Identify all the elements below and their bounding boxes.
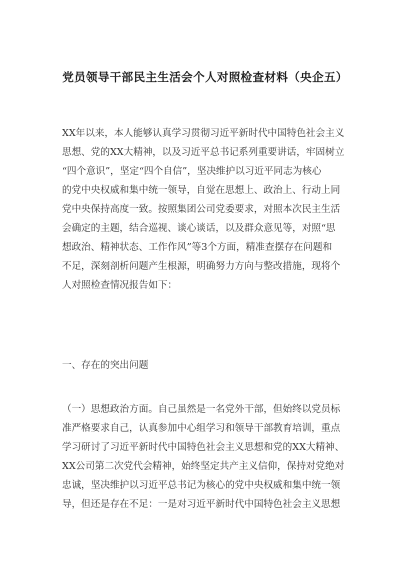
intro-paragraph	[62, 124, 352, 295]
paragraph-line: 人对照检查情况报告如下：	[62, 280, 178, 291]
paragraph-line: 会确定的主题，结合巡视、谈心谈话，以及群众意见等，对照“思	[62, 223, 336, 234]
paragraph-line: （一）思想政治方面。自己虽然是一名党外干部，但始终以党员标	[62, 404, 341, 415]
paragraph-line: 的党中央权威和集中统一领导，自觉在思想上、政治上、行动上同	[62, 185, 341, 196]
paragraph-line: 想政治、精神状态、工作作风”等3个方面，精准查摆存在问题和	[62, 242, 333, 253]
paragraph-line: 学习研讨了习近平新时代中国特色社会主义思想和党的XX大精神、	[62, 442, 345, 453]
paragraph-line: 导，但还是存在不足：一是对习近平新时代中国特色社会主义思想	[62, 499, 341, 510]
paragraph-line: 党中央保持高度一致。按照集团公司党委要求，对照本次民主生活	[62, 204, 341, 215]
paragraph-line: XX年以来，本人能够认真学习贯彻习近平新时代中国特色社会主义	[62, 128, 345, 139]
document-title: 党员领导干部民主生活会个人对照检查材料（央企五）	[62, 70, 348, 84]
paragraph-line: 忠诚，坚决维护以习近平总书记为核心的党中央权威和集中统一领	[62, 480, 341, 491]
paragraph-line: 思想、党的XX大精神，以及习近平总书记系列重要讲话，牢固树立	[62, 147, 345, 158]
paragraph-line: XX公司第二次党代会精神，始终坚定共产主义信仰，保持对党绝对	[62, 461, 345, 472]
paragraph-line: “四个意识”，坚定“四个自信”，坚决维护以习近平同志为核心	[62, 166, 322, 177]
paragraph-line: 不足，深刻剖析问题产生根源，明确努力方向与整改措施，现将个	[62, 261, 341, 272]
section-heading: 一、存在的突出问题	[62, 360, 149, 371]
section1-paragraph	[62, 400, 352, 514]
paragraph-line: 准严格要求自己，认真参加中心组学习和领导干部教育培训，重点	[62, 423, 341, 434]
